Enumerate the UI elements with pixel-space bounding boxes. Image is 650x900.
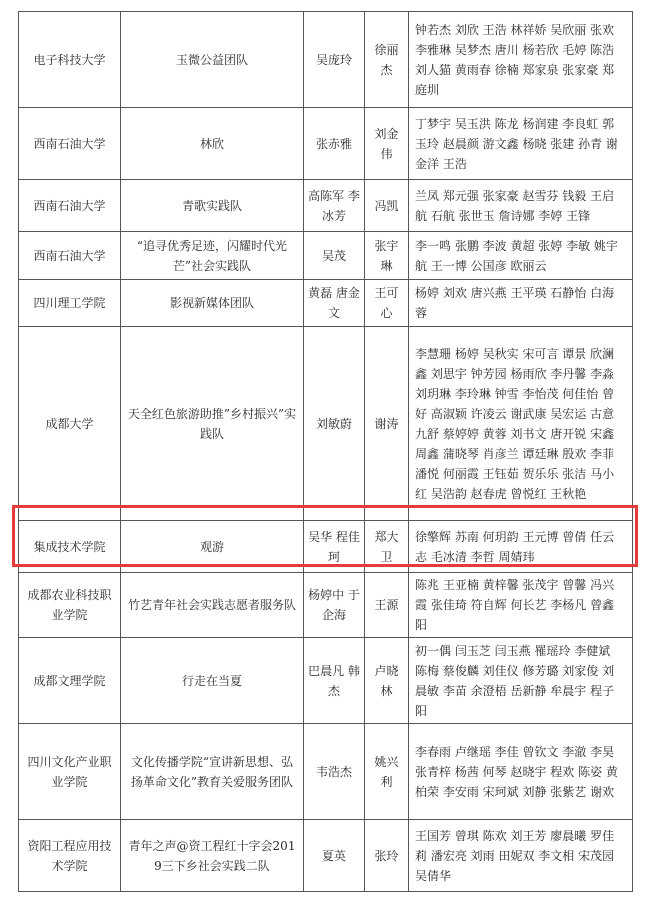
members-cell: 王国芳 曾琪 陈欢 刘王芳 廖晨曦 罗佳莉 潘宏亮 刘雨 田妮双 李文相 宋茂园 吴倩华 — [409, 820, 633, 892]
members-cell: 兰凤 郑元强 张家豪 赵雪芬 钱毅 王启航 石航 张世玉 詹诗娜 李婷 王锋 — [409, 180, 633, 232]
school-cell: 成都大学 — [19, 327, 121, 521]
advisor-cell: 郑大卫 — [365, 521, 409, 573]
leader-cell: 刘敏蔚 — [304, 327, 365, 521]
school-cell: 西南石油大学 — [19, 108, 121, 180]
team-cell: 文化传播学院“宣讲新思想、弘扬革命文化”教育关爱服务团队 — [121, 724, 304, 820]
team-cell: 林欣 — [121, 108, 304, 180]
advisor-cell: 冯凯 — [365, 180, 409, 232]
table-row — [19, 573, 633, 638]
leader-cell: 韦浩杰 — [304, 724, 365, 820]
team-cell: 观游 — [121, 521, 304, 573]
table-row — [19, 12, 633, 108]
advisor-cell: 姚兴利 — [365, 724, 409, 820]
school-cell: 西南石油大学 — [19, 232, 121, 280]
team-cell: 青年之声@资工程红十字会2019三下乡社会实践二队 — [121, 820, 304, 892]
members-cell: 李慧珊 杨婷 吴秋实 宋可言 谭景 欣澜鑫 刘思宇 钟芳园 杨雨欣 李丹馨 李淼 刘玥琳 李玲琳 钟雪 李怡茂 何佳怡 曾好 高淑颖 许凌云 谢武康 吴宏运 古意 九舒 蔡婷婷 黄蓉 刘书文 唐开锐 宋鑫 周鑫 蒲晓琴 肖彦兰 谭廷琳 殷欢 李菲 潘悦 何丽霞 王钰茹 贺乐乐 张洁 马小红 吴浩韵 赵春虎 曾悦红 王秋艳 — [409, 327, 633, 521]
advisor-cell: 张玲 — [365, 820, 409, 892]
table-row — [19, 521, 633, 573]
leader-cell: 巴晨凡 韩杰 — [304, 638, 365, 724]
school-cell: 成都文理学院 — [19, 638, 121, 724]
team-cell: 青歌实践队 — [121, 180, 304, 232]
members-cell: 李一鸣 张鹏 李波 黄超 张婷 李敏 姚宇航 王一博 公国彦 欧丽云 — [409, 232, 633, 280]
members-cell: 陈兆 王亚楠 黄梓馨 张茂宇 曾馨 冯兴霞 张佳琦 符自辉 何长艺 李杨凡 曾鑫阳 — [409, 573, 633, 638]
table-row — [19, 280, 633, 327]
school-cell: 成都农业科技职业学院 — [19, 573, 121, 638]
leader-cell: 杨婷中 于企海 — [304, 573, 365, 638]
table-row — [19, 232, 633, 280]
leader-cell: 夏英 — [304, 820, 365, 892]
team-cell: “追寻优秀足迹，闪耀时代光芒”社会实践队 — [121, 232, 304, 280]
members-cell: 初一偶 闫玉芝 闫玉燕 罹瑶玲 李健斌 陈梅 蔡俊麟 刘佳仪 修芳璐 刘家俊 刘晨敏 李苗 余澄梧 岳新静 牟晨宇 程子阳 — [409, 638, 633, 724]
school-cell: 电子科技大学 — [19, 12, 121, 108]
advisor-cell: 张宇琳 — [365, 232, 409, 280]
members-cell: 丁梦宇 吴玉洪 陈龙 杨润建 李良虹 郭玉玲 赵晨颜 游文鑫 杨晓 张建 孙青 谢金洋 王浩 — [409, 108, 633, 180]
members-cell: 徐擎辉 苏南 何玥韵 王元博 曾倩 任云志 毛冰清 李哲 周婧玮 — [409, 521, 633, 573]
advisor-cell: 王源 — [365, 573, 409, 638]
leader-cell: 张赤雅 — [304, 108, 365, 180]
leader-cell: 吴华 程佳珂 — [304, 521, 365, 573]
school-cell: 四川文化产业职业学院 — [19, 724, 121, 820]
table-row — [19, 820, 633, 892]
table-row — [19, 180, 633, 232]
school-cell: 西南石油大学 — [19, 180, 121, 232]
leader-cell: 黄磊 唐金文 — [304, 280, 365, 327]
table-row — [19, 327, 633, 521]
members-cell: 钟若杰 刘欣 王浩 林祥娇 吴欣丽 张欢 李雅琳 吴梦杰 唐川 杨若欣 毛婷 陈浩 刘人猫 黄雨春 徐楠 郑家泉 张家豪 郑庭圳 — [409, 12, 633, 108]
advisor-cell: 卢晓林 — [365, 638, 409, 724]
school-cell: 集成技术学院 — [19, 521, 121, 573]
advisor-cell: 刘金伟 — [365, 108, 409, 180]
team-table — [18, 11, 633, 892]
members-cell: 杨婷 刘欢 唐兴燕 王平瑛 石静怡 白海蓉 — [409, 280, 633, 327]
team-cell: 影视新媒体团队 — [121, 280, 304, 327]
advisor-cell: 王可心 — [365, 280, 409, 327]
advisor-cell: 徐丽杰 — [365, 12, 409, 108]
members-cell: 李春雨 卢继瑶 李佳 曾钦文 李澈 李昊 张青梓 杨茜 何琴 赵晓宇 程欢 陈姿 黄柏荣 李安雨 宋珂斌 刘静 张紫艺 谢欢 — [409, 724, 633, 820]
advisor-cell: 谢涛 — [365, 327, 409, 521]
table-row — [19, 108, 633, 180]
leader-cell: 吴茂 — [304, 232, 365, 280]
team-cell: 玉微公益团队 — [121, 12, 304, 108]
leader-cell: 高陈军 李冰芳 — [304, 180, 365, 232]
table-row — [19, 638, 633, 724]
school-cell: 资阳工程应用技术学院 — [19, 820, 121, 892]
leader-cell: 吴庞玲 — [304, 12, 365, 108]
team-cell: 天全红色旅游助推”乡村振兴”实践队 — [121, 327, 304, 521]
team-cell: 行走在当夏 — [121, 638, 304, 724]
team-cell: 竹艺青年社会实践志愿者服务队 — [121, 573, 304, 638]
school-cell: 四川理工学院 — [19, 280, 121, 327]
table-row — [19, 724, 633, 820]
